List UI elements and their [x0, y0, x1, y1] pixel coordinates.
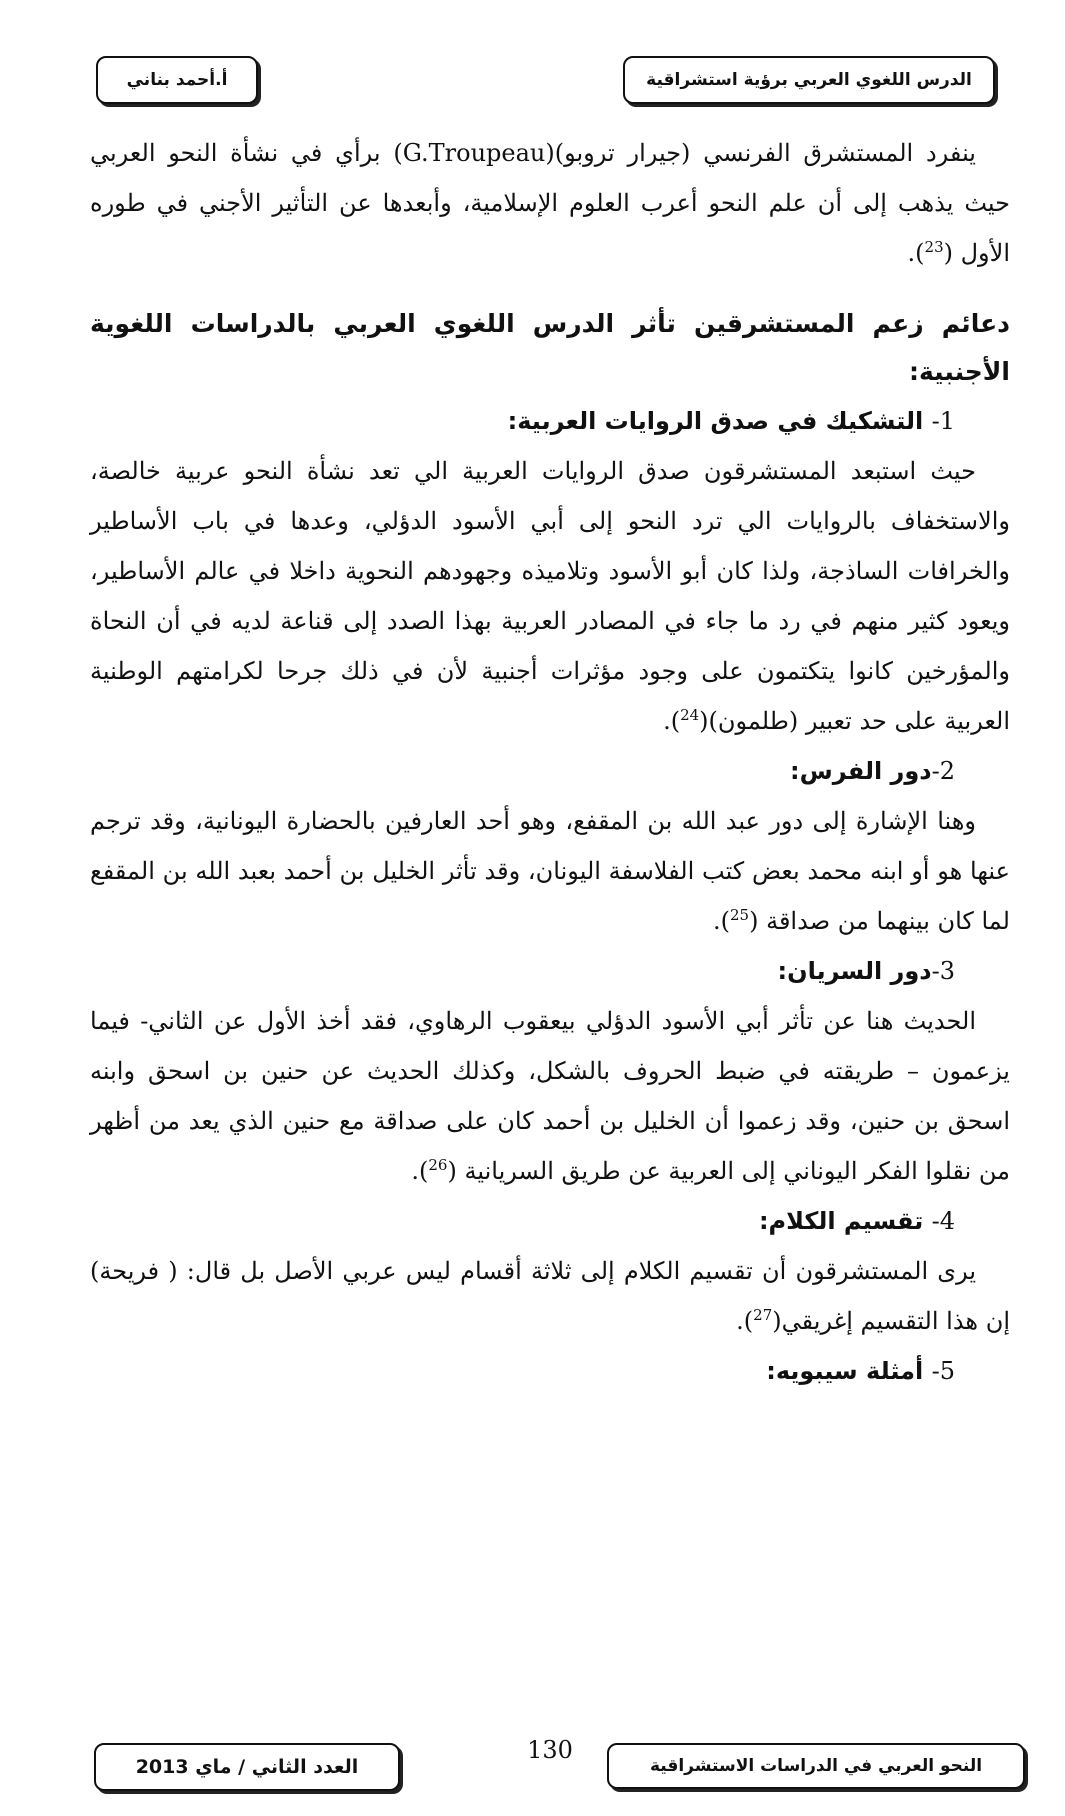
paragraph-3: الحديث هنا عن تأثر أبي الأسود الدؤلي بيعقوب الرهاوي، فقد أخذ الأول عن الثاني- فيما يزعمون – طريقته في ضبط الحروف بالشكل، وكذلك الحديث عن حنين بن اسحق وابنه اسحق بن حنين، وقد زعموا أن الخليل بن أحمد كان على صداقة مع حنين الذي يعد من أظهر من نقلوا الفكر اليوناني إلى العربية عن طريق السريانية ($^{26}$). [90, 1007, 1010, 1185]
subheading-4: 4- تقسيم الكلام: [758, 1207, 955, 1235]
intro-paragraph: ينفرد المستشرق الفرنسي (جيرار تروبو)(G.Troupeau) برأي في نشأة النحو العربي حيث يذهب إلى أن علم النحو أعرب العلوم الإسلامية، وأبعدها عن التأثير الأجني في طوره الأول ($^{23}$). [90, 139, 1010, 267]
subheading-5: 5- أمثلة سيبويه: [766, 1357, 955, 1385]
paragraph-4: يرى المستشرقون أن تقسيم الكلام إلى ثلاثة أقسام ليس عربي الأصل بل قال: ( فريحة) إن هذا التقسيم إغريقي($^{27}$). [90, 1257, 1010, 1335]
paragraph-2: وهنا الإشارة إلى دور عبد الله بن المقفع، وهو أحد العارفين بالحضارة اليونانية، وقد ترجم عنها هو أو ابنه محمد بعض كتب الفلاسفة اليونان، وقد تأثر الخليل بن أحمد بعبد الله بن المقفع لما كان بينهما من صداقة ($^{25}$). [90, 807, 1010, 935]
footnote-ref: 23 [924, 238, 944, 256]
footnote-ref: 24 [680, 706, 700, 724]
article-body [90, 128, 1010, 1396]
footer-issue: العدد الثاني / ماي 2013 [94, 1743, 400, 1791]
section-heading: دعائم زعم المستشرقين تأثر الدرس اللغوي العربي بالدراسات اللغوية الأجنبية: [90, 309, 1010, 386]
subheading-3: 3-دور السريان: [777, 957, 955, 985]
paragraph-1: حيث استبعد المستشرقون صدق الروايات العربية الي تعد نشأة النحو عربية خالصة، والاستخفاف بالروايات الي ترد النحو إلى أبي الأسود الدؤلي، وعدها في باب الأساطير والخرافات الساذجة، ولذا كان أبو الأسود وتلاميذه وجهودهم النحوية داخلا في عالم الأساطير، ويعود كثير منهم في رد ما جاء في المصادر العربية بهذا الصدد إلى قناعة لديه في أن النحاة والمؤرخين كانوا يتكتمون على وجود مؤثرات أجنبية لأن في ذلك جرحا لكرامتهم الوطنية العربية على حد تعبير (طلمون)($^{24}$). [90, 457, 1010, 735]
subheading-1: 1- التشكيك في صدق الروايات العربية: [507, 407, 955, 435]
footnote-ref: 27 [753, 1306, 773, 1324]
page-number: 130 [527, 1736, 573, 1764]
footnote-ref: 25 [730, 906, 750, 924]
header-author: أ.أحمد بناني [96, 56, 258, 104]
footer-journal-name: النحو العربي في الدراسات الاستشراقية [607, 1743, 1025, 1789]
subheading-2: 2-دور الفرس: [790, 757, 955, 785]
footnote-ref: 26 [428, 1156, 448, 1174]
header-journal-title: الدرس اللغوي العربي برؤية استشراقية [623, 56, 995, 104]
